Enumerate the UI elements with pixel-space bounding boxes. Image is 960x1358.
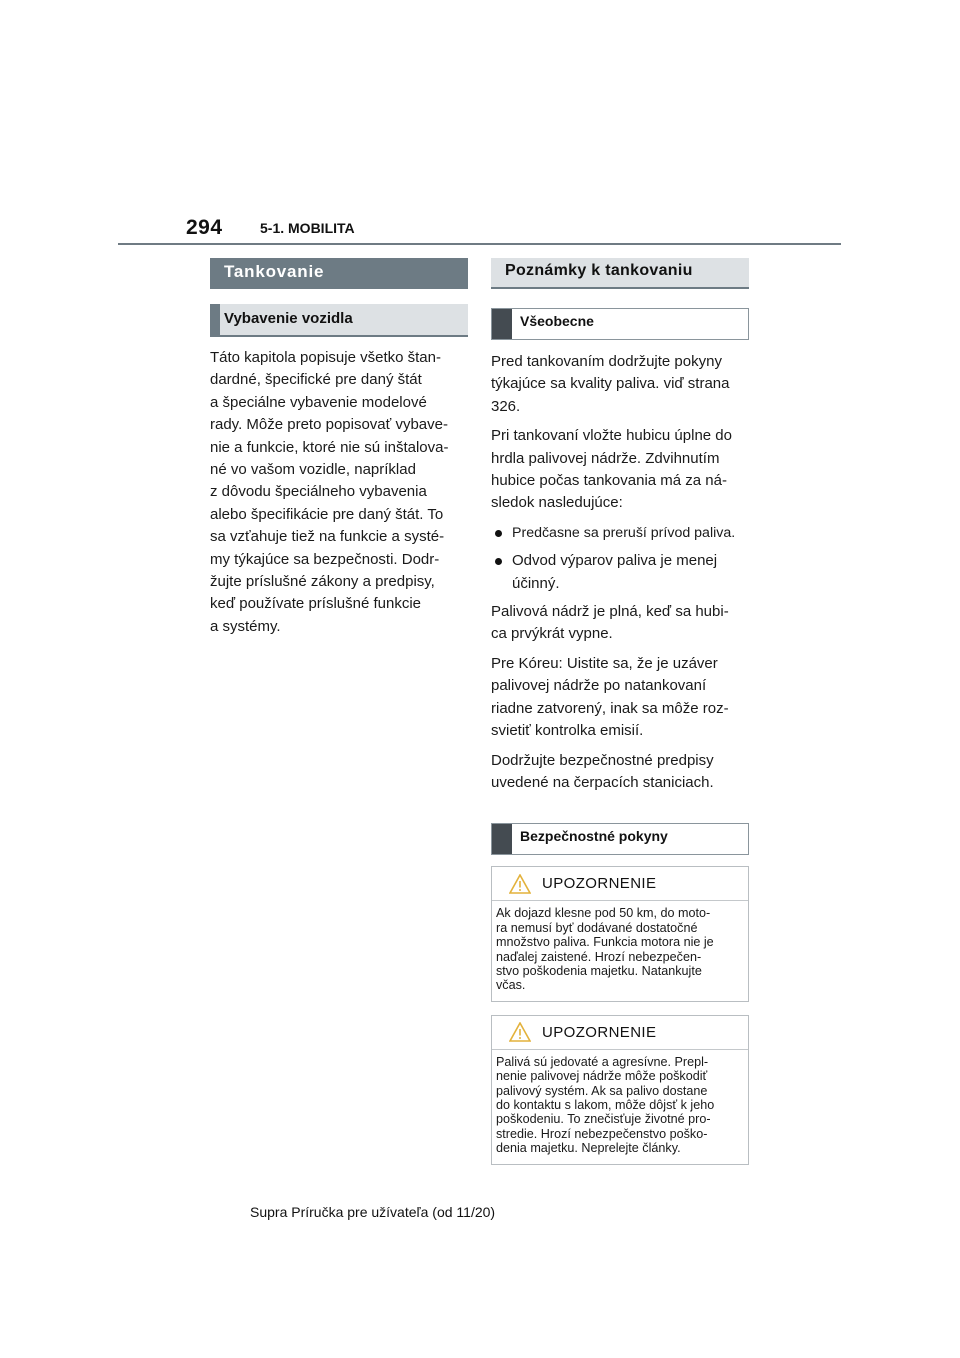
subhead-safety — [491, 823, 749, 855]
warning-title: UPOZORNENIE — [542, 1023, 657, 1041]
subhead-general — [491, 308, 749, 340]
subhead-safety-text: Bezpečnostné pokyny — [520, 828, 668, 845]
subhead-bar — [492, 824, 512, 854]
warning-header — [492, 867, 748, 901]
paragraph-nozzle: Pri tankovaní vložte hubicu úplne do hrdla palivovej nádrže. Zdvihnutím hubice počas tankovania má za ná- sledok nasledujúce: — [491, 427, 732, 512]
left-column — [210, 258, 468, 638]
subhead-general-text: Všeobecne — [520, 313, 594, 329]
paragraph-safety-rules: Dodržujte bezpečnostné predpisy uvedené na čerpacích staniciach. — [491, 751, 714, 791]
subtitle-bar — [210, 304, 220, 335]
warning-text: Ak dojazd klesne pod 50 km, do moto- ra nemusí byť dodávané dostatočné množstvo paliva. Funkcia motora nie je naďalej zaistené. Hrozí nebezpečen- stvo poškodenia majetku. Natankujte včas. — [496, 906, 714, 993]
warning-text: Palivá sú jedovaté a agresívne. Prepl- nenie palivovej nádrže môže poškodiť palivový systém. Ak sa palivo dostane do kontaktu s lakom, môže dôjsť k jeho poškodeniu. To znečisťuje životné pro- stredie. Hrozí nebezpečenstvo poško- denia majetku. Neprelejte články. — [496, 1054, 715, 1156]
warning-triangle-icon — [509, 1022, 531, 1042]
bullet-text: Odvod výparov paliva je menej účinný. — [512, 552, 718, 592]
page-number: 294 — [186, 216, 223, 239]
section-title: Tankovanie — [210, 258, 468, 289]
warning-header — [492, 1016, 748, 1050]
notes-title: Poznámky k tankovaniu — [491, 258, 749, 289]
footer-text: Supra Príručka pre užívateľa (od 11/20) — [250, 1204, 496, 1220]
paragraph-fuel-quality: Pred tankovaním dodržujte pokyny týkajúce sa kvality paliva. viď strana 326. — [491, 353, 730, 415]
warning-title: UPOZORNENIE — [542, 875, 657, 893]
subtitle-vybavenie — [210, 304, 468, 337]
bullet-icon — [495, 530, 502, 537]
warning-box — [491, 1015, 749, 1165]
subtitle-text: Vybavenie vozidla — [224, 310, 353, 327]
paragraph-korea: Pre Kóreu: Uistite sa, že je uzáver palivovej nádrže po natankovaní riadne zatvorený, inak sa môže roz- svietiť kontrolka emisií. — [491, 654, 729, 740]
paragraph-tank-full: Palivová nádrž je plná, keď sa hubi- ca prvýkrát vypne. — [491, 603, 729, 643]
header-rule — [118, 243, 841, 245]
section-label: 5-1. MOBILITA — [260, 220, 355, 236]
bullet-icon — [495, 558, 502, 565]
warning-box — [491, 866, 749, 1001]
list-item — [491, 522, 749, 544]
intro-paragraph: Táto kapitola popisuje všetko štan- dardné, špecifické pre daný štát a špeciálne vybavenie modelové rady. Môže preto popisovať vybave- nie a funkcie, ktoré nie sú inštalova- né vo vašom vozidle, napríklad z dôvodu špeciálneho vybavenia alebo špecifikácie pre daný štát. To sa vzťahuje tiež na funkcie a systé- my týkajúce sa bezpečnosti. Dodr- žujte príslušné zákony a predpisy, keď používate príslušné funkcie a systémy. — [210, 349, 449, 635]
list-item — [491, 550, 749, 595]
bullet-text: Predčasne sa preruší prívod paliva. — [512, 524, 736, 541]
subhead-bar — [492, 309, 512, 339]
warning-triangle-icon — [509, 874, 531, 894]
right-column — [491, 258, 749, 1165]
